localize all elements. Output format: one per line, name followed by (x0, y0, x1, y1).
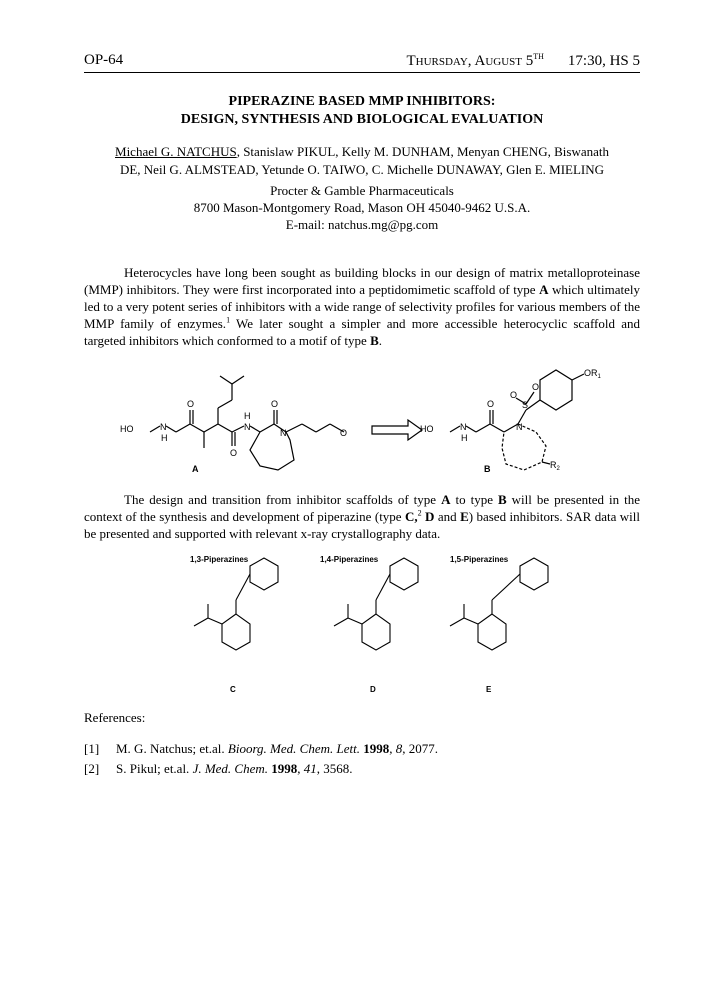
p1-type-a: A (539, 282, 549, 297)
label-d: D (370, 685, 376, 694)
scheme-piperazines (150, 552, 570, 697)
session-time: 17:30, HS 5 (567, 53, 640, 69)
abstract-title (84, 93, 640, 129)
b-o3: O (532, 382, 540, 392)
day-suffix: TH (533, 52, 544, 61)
author-list (84, 143, 640, 179)
a-h2: H (244, 411, 251, 421)
a-n3: N (280, 428, 287, 438)
title-line-1: PIPERAZINE BASED MMP INHIBITORS: (228, 94, 496, 109)
a-o1: O (187, 399, 195, 409)
p2-text-j: ) based inhibitors. SAR data will be presented and supported with relevant x-ray crystallography data. (84, 509, 640, 541)
b-n2: N (516, 422, 523, 432)
affiliation (84, 182, 640, 233)
b-r2: $R_2$ (550, 460, 560, 472)
b-or1: $OR_1$ (584, 368, 601, 380)
p2-type-b: B (497, 492, 507, 507)
b-h1: H (461, 433, 468, 443)
b-s: S (522, 400, 529, 410)
p2-type-d: D (421, 509, 435, 524)
abstract-paragraph-1 (84, 264, 640, 349)
affiliation-address: 8700 Mason-Montgomery Road, Mason OH 45040-9462 U.S.A. (193, 200, 531, 215)
p2-text-c: to type (450, 492, 498, 507)
p1-text-c: which ultimately led to a very potent series of inhibitors with a wide range of selectivity profiles for various members of the MMP family of enzymes. (84, 282, 640, 331)
p1-text-a: Heterocycles have long been sought as building blocks in our design of matrix metalloproteinase (MMP) inhibitors. They were first incorporated into a peptidomimetic scaffold of type (84, 265, 640, 297)
label-a: A (192, 464, 199, 474)
references-heading: References: (84, 710, 146, 725)
abstract-paragraph-2 (84, 491, 640, 542)
reference-item: [2] S. Pikul; et.al. J. Med. Chem. 1998, 41, 3568. (84, 761, 353, 776)
p1-text-d: We later sought a simpler and more accessible heterocyclic scaffold and targeted inhibitors which conformed to a motif of type (84, 316, 640, 348)
title-line-2: DESIGN, SYNTHESIS AND BIOLOGICAL EVALUATION (180, 112, 544, 127)
a-o2: O (230, 448, 238, 458)
p2-citation: 2 (417, 508, 422, 518)
authors-line-1: , Stanislaw PIKUL, Kelly M. DUNHAM, Menyan CHENG, Biswanath (236, 144, 609, 159)
title-d: 1,4-Piperazines (320, 555, 379, 564)
page-header (84, 50, 640, 73)
b-n1: N (460, 422, 467, 432)
b-o1: O (487, 399, 495, 409)
title-c: 1,3-Piperazines (190, 555, 249, 564)
session-info (406, 52, 640, 70)
p2-type-a: A (441, 492, 451, 507)
b-o2: O (510, 390, 518, 400)
scheme-a-to-b (110, 360, 610, 480)
p2-text-h: and (434, 509, 461, 524)
label-c: C (230, 685, 236, 694)
a-h1: H (161, 433, 168, 443)
title-e: 1,5-Piperazines (450, 555, 509, 564)
label-e: E (486, 685, 492, 694)
a-o4: O (340, 428, 348, 438)
reference-item: [1] M. G. Natchus; et.al. Bioorg. Med. Chem. Lett. 1998, 8, 2077. (84, 741, 438, 756)
a-ho: HO (120, 424, 134, 434)
p2-type-e: E (460, 509, 469, 524)
presenting-author: Michael G. NATCHUS (115, 144, 237, 159)
p1-citation: 1 (226, 315, 231, 325)
authors-line-2: DE, Neil G. ALMSTEAD, Yetunde O. TAIWO, C. Michelle DUNAWAY, Glen E. MIELING (119, 162, 605, 177)
p1-text-f: . (378, 333, 382, 348)
p1-type-b: B (370, 333, 379, 348)
structure-e (450, 558, 548, 650)
abstract-code: OP-64 (84, 52, 124, 68)
structure-d (334, 558, 418, 650)
structure-c (194, 558, 278, 650)
a-n2: N (244, 422, 251, 432)
affiliation-org: Procter & Gamble Pharmaceuticals (270, 183, 454, 198)
b-ho: HO (420, 424, 434, 434)
p2-text-a: The design and transition from inhibitor scaffolds of type (124, 492, 442, 507)
label-b: B (484, 464, 491, 474)
session-day: Thursday, August 5 (406, 53, 534, 69)
p2-type-c: C, (405, 509, 418, 524)
p2-text-e: will be presented in the context of the synthesis and development of piperazine (type (84, 492, 640, 524)
a-n1: N (160, 422, 167, 432)
a-o3: O (271, 399, 279, 409)
affiliation-email: E-mail: natchus.mg@pg.com (285, 217, 439, 232)
